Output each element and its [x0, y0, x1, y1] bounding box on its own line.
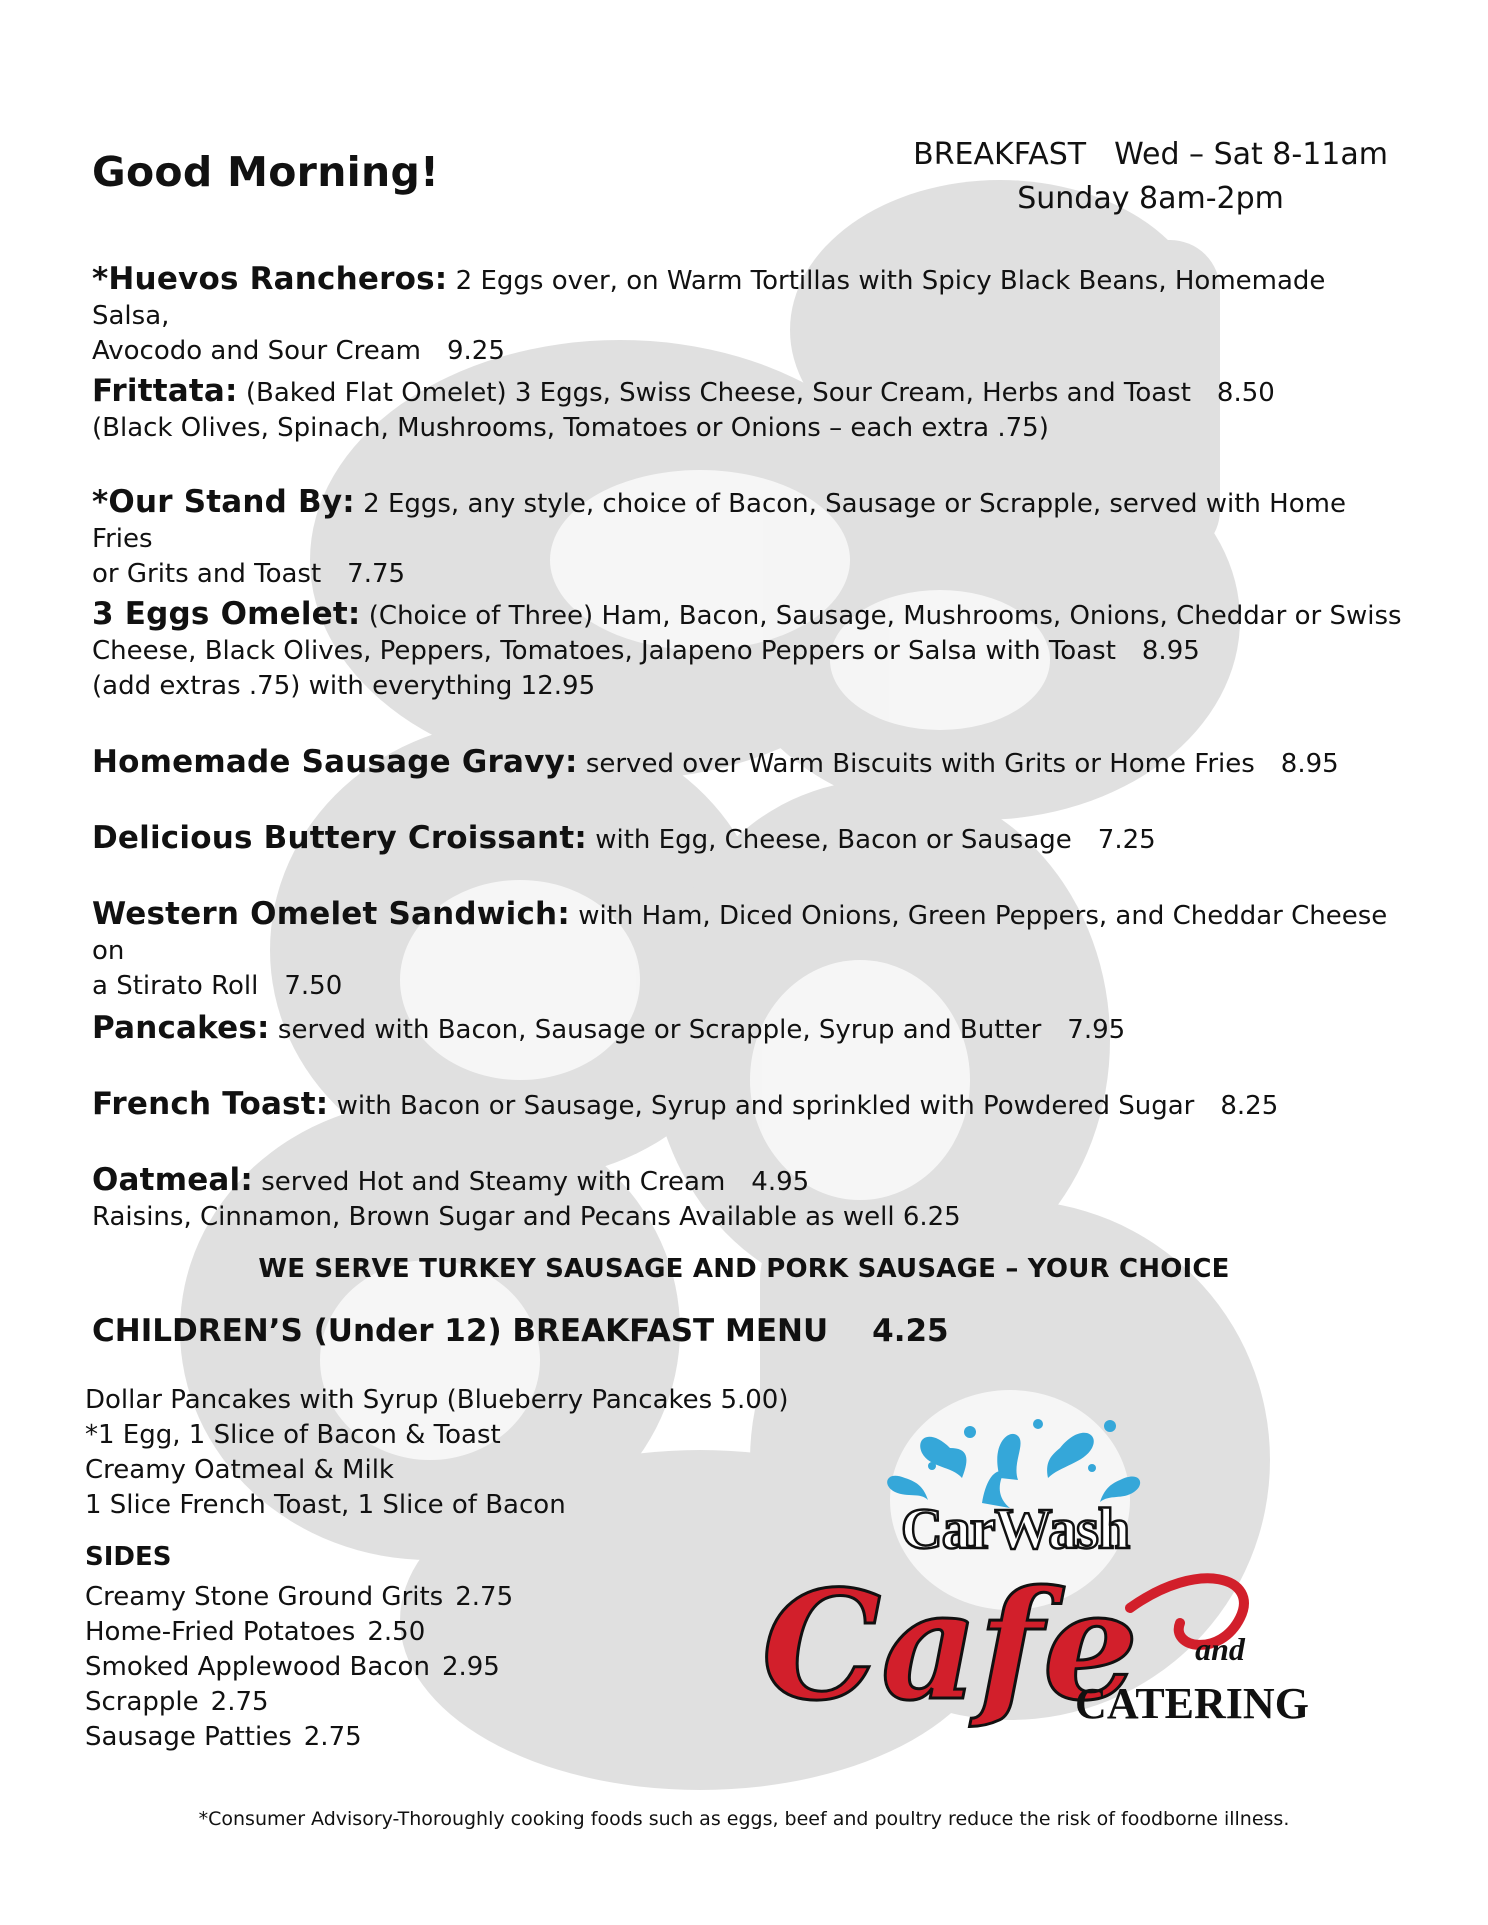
sides-heading: SIDES [85, 1542, 172, 1572]
sausage-choice-notice: WE SERVE TURKEY SAUSAGE AND PORK SAUSAGE – YOUR CHOICE [258, 1254, 1230, 1284]
hours-weekday: Wed – Sat 8-11am [1114, 137, 1388, 172]
side-price: 2.50 [367, 1617, 426, 1647]
item-price: 4.95 [751, 1167, 810, 1197]
item-description: served Hot and Steamy with Cream [261, 1167, 726, 1197]
menu-item-oatmeal [92, 1163, 1402, 1235]
list-item: Dollar Pancakes with Syrup (Blueberry Pancakes 5.00) [85, 1385, 789, 1415]
list-item [85, 1720, 513, 1755]
item-description: with Egg, Cheese, Bacon or Sausage [595, 825, 1072, 855]
item-name: Delicious Buttery Croissant: [92, 820, 587, 856]
item-price: 7.25 [1097, 825, 1156, 855]
item-description-cont: a Stirato Roll [92, 971, 259, 1001]
side-name: Scrapple [85, 1687, 199, 1717]
item-name: *Our Stand By: [92, 484, 355, 520]
side-price: 2.95 [441, 1652, 500, 1682]
menu-item-sausage-gravy [92, 745, 1402, 782]
list-item: 1 Slice French Toast, 1 Slice of Bacon [85, 1490, 566, 1520]
list-item [85, 1580, 513, 1615]
water-splash-icon [887, 1419, 1140, 1508]
item-name: Oatmeal: [92, 1162, 253, 1198]
menu-item-3-eggs-omelet [92, 597, 1402, 704]
logo-carwash-text: CarWash [900, 1496, 1130, 1561]
menu-item-western-omelet-sandwich [92, 897, 1402, 1004]
side-name: Creamy Stone Ground Grits [85, 1582, 444, 1612]
item-name: *Huevos Rancheros: [92, 261, 448, 297]
menu-item-our-stand-by [92, 485, 1402, 592]
item-price: 7.95 [1067, 1015, 1126, 1045]
item-description: with Bacon or Sausage, Syrup and sprinkled with Powdered Sugar [336, 1091, 1195, 1121]
side-name: Home-Fried Potatoes [85, 1617, 356, 1647]
item-description: 2 Eggs, any style, choice of Bacon, Sausage or Scrapple, served with Home Fries [92, 489, 1346, 554]
children-menu-title: CHILDREN’S (Under 12) BREAKFAST MENU [92, 1313, 829, 1349]
side-price: 2.75 [303, 1722, 362, 1752]
item-name: French Toast: [92, 1086, 329, 1122]
side-name: Smoked Applewood Bacon [85, 1652, 430, 1682]
item-extras: (Black Olives, Spinach, Mushrooms, Tomatoes or Onions – each extra .75) [92, 413, 1049, 443]
item-description: 2 Eggs over, on Warm Tortillas with Spicy Black Beans, Homemade Salsa, [92, 266, 1326, 331]
breakfast-hours [913, 133, 1388, 221]
item-extras: Raisins, Cinnamon, Brown Sugar and Pecans Available as well 6.25 [92, 1202, 961, 1232]
list-item: *1 Egg, 1 Slice of Bacon & Toast [85, 1420, 501, 1450]
children-menu-list [85, 1383, 788, 1523]
item-description: (Baked Flat Omelet) 3 Eggs, Swiss Cheese, Sour Cream, Herbs and Toast [245, 378, 1191, 408]
item-description: (Choice of Three) Ham, Bacon, Sausage, Mushrooms, Onions, Cheddar or Swiss [368, 601, 1402, 631]
item-price: 8.95 [1141, 636, 1200, 666]
menu-item-croissant [92, 821, 1402, 858]
hours-sunday: Sunday 8am-2pm [1017, 181, 1284, 216]
list-item [85, 1615, 513, 1650]
item-extras: (add extras .75) with everything 12.95 [92, 671, 596, 701]
children-menu-price: 4.25 [872, 1313, 949, 1349]
item-description: with Ham, Diced Onions, Green Peppers, and Cheddar Cheese on [92, 901, 1388, 966]
item-price: 7.50 [284, 971, 343, 1001]
logo-and-text: and [1195, 1631, 1245, 1667]
side-price: 2.75 [210, 1687, 269, 1717]
side-name: Sausage Patties [85, 1722, 292, 1752]
item-name: 3 Eggs Omelet: [92, 596, 361, 632]
logo-cafe-script-text: Cafe [761, 1558, 1139, 1734]
carwash-cafe-logo [700, 1408, 1320, 1748]
item-price: 8.25 [1220, 1091, 1279, 1121]
item-price: 9.25 [447, 336, 505, 366]
greeting-heading: Good Morning! [92, 148, 440, 196]
menu-item-huevos-rancheros [92, 262, 1402, 369]
item-name: Pancakes: [92, 1010, 270, 1046]
menu-item-french-toast [92, 1087, 1402, 1124]
item-price: 8.50 [1216, 378, 1275, 408]
menu-item-pancakes [92, 1011, 1402, 1048]
logo-catering-text: CATERING [1075, 1679, 1309, 1728]
item-price: 8.95 [1280, 749, 1339, 779]
hours-weekday-line [913, 133, 1388, 177]
item-name: Homemade Sausage Gravy: [92, 744, 578, 780]
list-item: Creamy Oatmeal & Milk [85, 1455, 394, 1485]
item-description: served with Bacon, Sausage or Scrapple, Syrup and Butter [277, 1015, 1042, 1045]
item-description: served over Warm Biscuits with Grits or Home Fries [585, 749, 1255, 779]
children-menu-heading [92, 1313, 949, 1349]
consumer-advisory: *Consumer Advisory-Thoroughly cooking foods such as eggs, beef and poultry reduce the risk of foodborne illness. [198, 1808, 1290, 1830]
hours-label: BREAKFAST [913, 137, 1087, 172]
item-description-cont: Cheese, Black Olives, Peppers, Tomatoes, Jalapeno Peppers or Salsa with Toast [92, 636, 1116, 666]
item-description-cont: or Grits and Toast [92, 559, 322, 589]
list-item [85, 1650, 513, 1685]
sides-list [85, 1580, 513, 1755]
item-description-cont: Avocodo and Sour Cream [92, 336, 421, 366]
item-price: 7.75 [347, 559, 406, 589]
side-price: 2.75 [455, 1582, 514, 1612]
list-item [85, 1685, 513, 1720]
menu-item-frittata [92, 374, 1402, 446]
item-name: Western Omelet Sandwich: [92, 896, 570, 932]
item-name: Frittata: [92, 373, 238, 409]
